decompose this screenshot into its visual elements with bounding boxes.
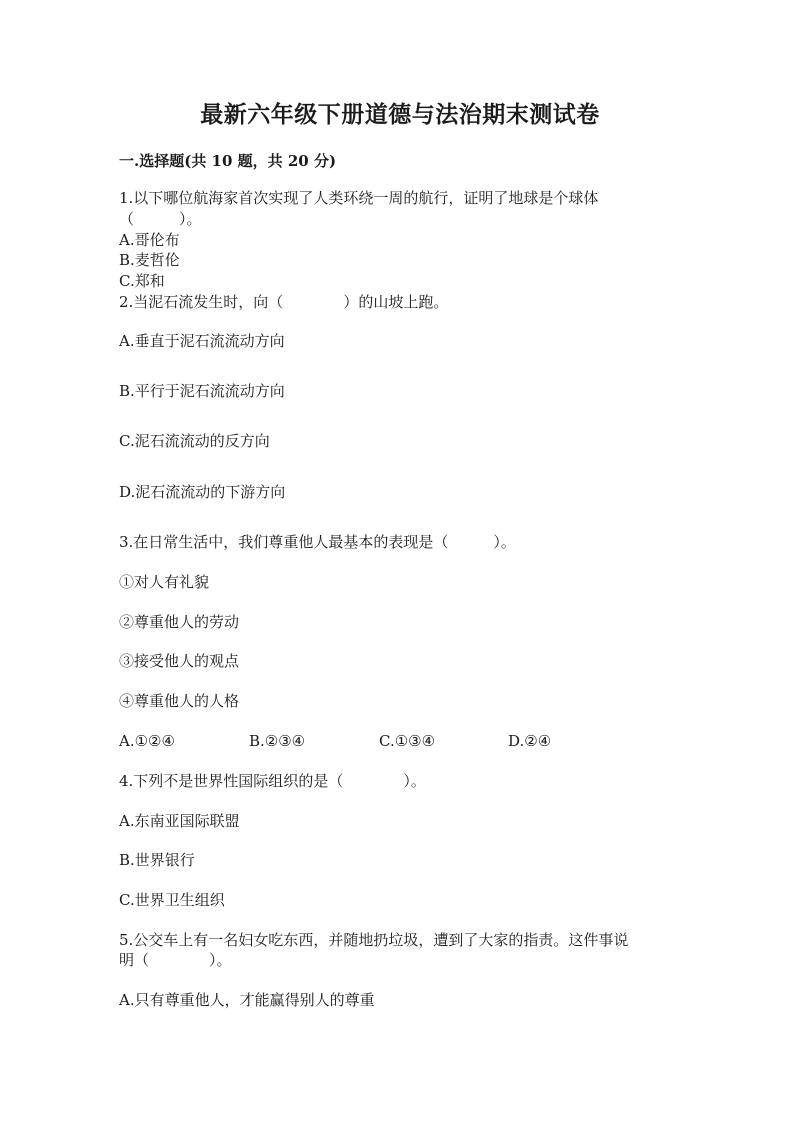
question-3-option-d: D.②④ xyxy=(508,732,552,750)
question-2-option-d: D.泥石流流动的下游方向 xyxy=(119,483,286,501)
question-4-option-a: A.东南亚国际联盟 xyxy=(119,812,240,830)
question-2-option-c: C.泥石流流动的反方向 xyxy=(119,432,270,450)
question-2-option-a: A.垂直于泥石流流动方向 xyxy=(119,332,285,350)
section-heading: 一.选择题(共 10 题，共 20 分) xyxy=(119,152,337,170)
page-title: 最新六年级下册道德与法治期末测试卷 xyxy=(200,101,600,128)
question-5-stem: 5.公交车上有一名妇女吃东西，并随地扔垃圾，遭到了大家的指责。这件事说 xyxy=(119,931,629,949)
question-3-item-3: ③接受他人的观点 xyxy=(119,652,240,670)
question-3-option-b: B.②③④ xyxy=(249,732,306,750)
question-3-item-4: ④尊重他人的人格 xyxy=(119,692,240,710)
question-1-option-c: C.郑和 xyxy=(119,272,165,290)
question-1-stem: 1.以下哪位航海家首次实现了人类环绕一周的航行，证明了地球是个球体 xyxy=(119,189,599,207)
question-4-option-c: C.世界卫生组织 xyxy=(119,891,225,909)
question-1-option-b: B.麦哲伦 xyxy=(119,251,180,269)
question-3-item-2: ②尊重他人的劳动 xyxy=(119,613,240,631)
question-5-stem-continued: 明（ ）。 xyxy=(119,951,232,969)
question-5-option-a: A.只有尊重他人，才能赢得别人的尊重 xyxy=(119,991,375,1009)
question-3-option-a: A.①②④ xyxy=(119,732,175,750)
question-1-option-a: A.哥伦布 xyxy=(119,231,180,249)
question-3-item-1: ①对人有礼貌 xyxy=(119,573,210,591)
question-2-option-b: B.平行于泥石流流动方向 xyxy=(119,382,285,400)
question-4-option-b: B.世界银行 xyxy=(119,851,195,869)
question-4-stem: 4.下列不是世界性国际组织的是（ ）。 xyxy=(119,772,426,790)
question-3-option-c: C.①③④ xyxy=(379,732,436,750)
question-3-stem: 3.在日常生活中，我们尊重他人最基本的表现是（ ）。 xyxy=(119,533,516,551)
question-2-stem: 2.当泥石流发生时，向（ ）的山坡上跑。 xyxy=(119,293,449,311)
question-1-stem-continued: （ ）。 xyxy=(119,210,202,228)
